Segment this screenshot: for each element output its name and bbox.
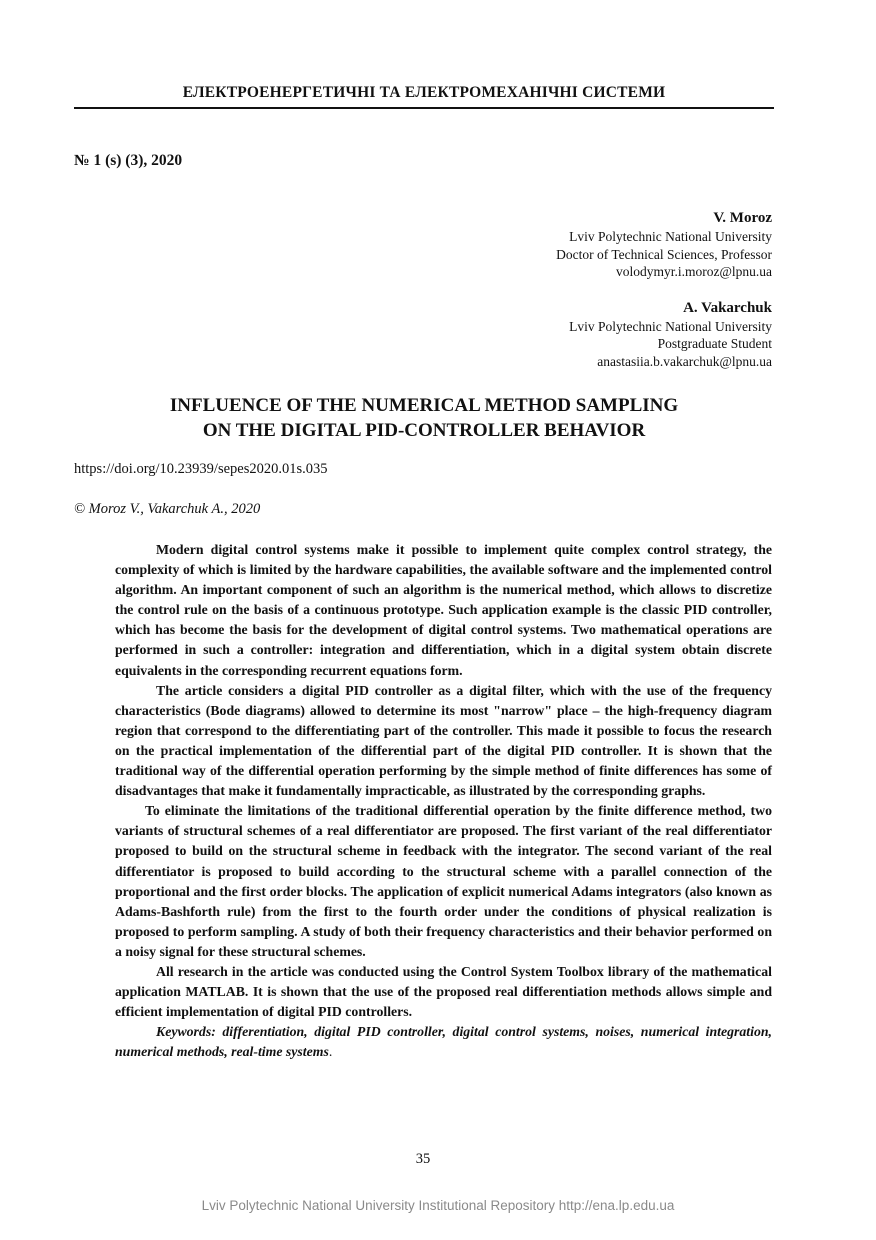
- author-email[interactable]: anastasiia.b.vakarchuk@lpnu.ua: [597, 353, 772, 369]
- issue-number: № 1 (s) (3), 2020: [74, 152, 183, 169]
- journal-title: ЕЛЕКТРОЕНЕРГЕТИЧНІ ТА ЕЛЕКТРОМЕХАНІЧНІ СИСТЕМИ: [182, 84, 666, 101]
- keywords-period: .: [328, 1044, 333, 1060]
- author-position: Doctor of Technical Sciences, Professor: [556, 246, 772, 262]
- abstract-paragraph: Modern digital control systems make it possible to implement quite complex control strategy, the complexity of which is limited by the hardware capabilities, the available software and the implemented control algorithm. An important component of such an algorithm is the numerical method, which allows to discretize the control rule on the basis of a continuous prototype. Such application example is the classic PID controller, which has become the basis for the development of digital control systems. Two mathematical operations are performed in such a controller: integration and differentiation, which in a digital system obtain discrete equivalents in the corresponding recurrent equations form.: [115, 542, 772, 678]
- abstract-paragraph: The article considers a digital PID controller as a digital filter, which with the use of the frequency characteristics (Bode diagrams) allowed to determine its most "narrow" place – the high-frequency diagram region that correspond to the differentiating part of the controller. This made it possible to focus the research on the practical implementation of the differential part of the digital PID controller. It is shown that the traditional way of the differential operation performing by the simple method of finite differences has some of disadvantages that make it fundamentally impracticable, as illustrated by the corresponding graphs.: [115, 682, 772, 799]
- author-affiliation: Lviv Polytechnic National University: [569, 229, 772, 244]
- author-name: A. Vakarchuk: [683, 299, 772, 316]
- keywords: [115, 1022, 772, 1062]
- header-divider: [74, 107, 774, 109]
- copyright-notice: © Moroz V., Vakarchuk A., 2020: [74, 501, 261, 517]
- abstract-paragraph: All research in the article was conducted using the Control System Toolbox library of the mathematical application MATLAB. It is shown that the use of the proposed real differentiation methods allows simple and efficient implementation of digital PID controllers.: [115, 963, 772, 1020]
- paper-title: [74, 393, 774, 443]
- page-number: 35: [415, 1151, 431, 1167]
- author-block: [372, 208, 772, 281]
- author-list: [372, 208, 772, 387]
- author-name: V. Moroz: [713, 210, 772, 226]
- author-affiliation: Lviv Polytechnic National University: [569, 318, 772, 334]
- abstract-paragraph: To eliminate the limitations of the traditional differential operation by the finite difference method, two variants of structural schemes of a real differentiator are proposed. The first variant of the real differentiator proposed to build on the structural scheme in feedback with the integrator. The second variant of the real differentiator is proposed to build according to the structural scheme with a parallel connection of the proportional and the first order blocks. The application of explicit numerical Adams integrators (also known as Adams-Bashforth rule) from the first to the fourth order under the conditions of physical realization is proposed to perform sampling. A study of both their frequency characteristics and their behavior performed on a noisy signal for these structural schemes.: [115, 803, 772, 959]
- keywords-text: Keywords: differentiation, digital PID controller, digital control systems, noises, numerical integration, numerical methods, real-time systems: [115, 1024, 772, 1060]
- paper-title-line: INFLUENCE OF THE NUMERICAL METHOD SAMPLING: [169, 395, 679, 416]
- author-email[interactable]: volodymyr.i.moroz@lpnu.ua: [615, 264, 772, 279]
- doi-link[interactable]: https://doi.org/10.23939/sepes2020.01s.035: [74, 461, 328, 477]
- author-block: [372, 298, 772, 371]
- author-position: Postgraduate Student: [657, 336, 772, 351]
- repository-footer[interactable]: Lviv Polytechnic National University Institutional Repository http://ena.lp.edu.ua: [201, 1198, 675, 1213]
- paper-title-line: ON THE DIGITAL PID-CONTROLLER BEHAVIOR: [202, 420, 646, 441]
- abstract: [115, 540, 772, 1062]
